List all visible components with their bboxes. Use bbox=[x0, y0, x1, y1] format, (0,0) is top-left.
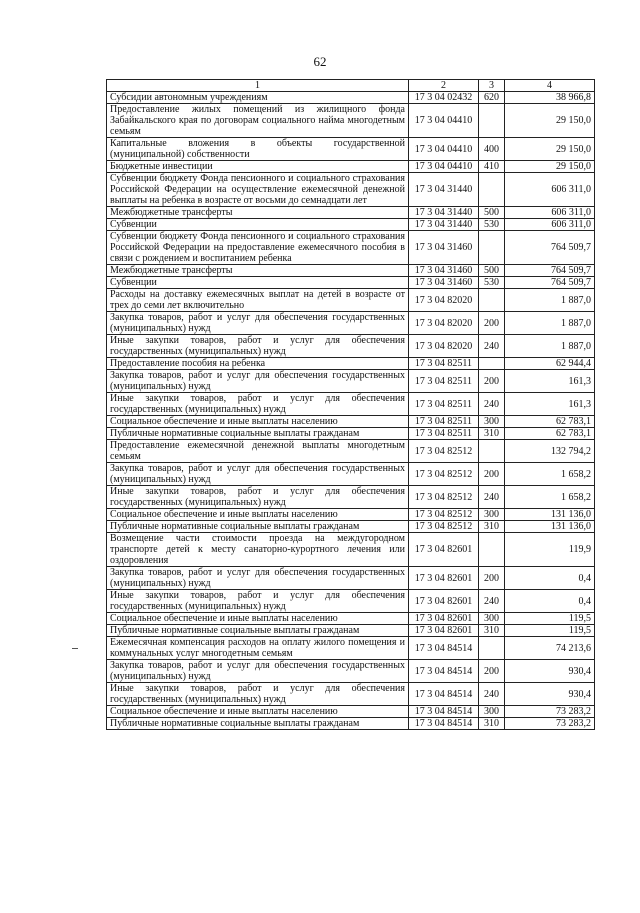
row-sum-cell: 1 887,0 bbox=[505, 312, 595, 335]
row-code-cell: 17 3 04 31460 bbox=[409, 265, 479, 277]
row-code-cell: 17 3 04 82601 bbox=[409, 625, 479, 637]
row-name-cell: Межбюджетные трансферты bbox=[107, 265, 409, 277]
row-name-cell: Закупка товаров, работ и услуг для обеспечения государственных (муниципальных) нужд bbox=[107, 370, 409, 393]
table-row bbox=[107, 277, 595, 289]
table-row bbox=[107, 161, 595, 173]
table-row bbox=[107, 533, 595, 567]
row-name-cell: Иные закупки товаров, работ и услуг для обеспечения государственных (муниципальных) нужд bbox=[107, 335, 409, 358]
row-code-cell: 17 3 04 31460 bbox=[409, 231, 479, 265]
row-code-cell: 17 3 04 31440 bbox=[409, 173, 479, 207]
row-type-cell: 200 bbox=[479, 312, 505, 335]
table-row bbox=[107, 637, 595, 660]
row-code-cell: 17 3 04 02432 bbox=[409, 92, 479, 104]
table-row bbox=[107, 440, 595, 463]
table-header-row bbox=[107, 80, 595, 92]
row-type-cell: 200 bbox=[479, 370, 505, 393]
row-sum-cell: 73 283,2 bbox=[505, 718, 595, 730]
row-code-cell: 17 3 04 84514 bbox=[409, 660, 479, 683]
row-code-cell: 17 3 04 31440 bbox=[409, 207, 479, 219]
row-type-cell: 240 bbox=[479, 393, 505, 416]
row-type-cell: 200 bbox=[479, 567, 505, 590]
row-sum-cell: 38 966,8 bbox=[505, 92, 595, 104]
row-sum-cell: 119,9 bbox=[505, 533, 595, 567]
row-sum-cell: 606 311,0 bbox=[505, 173, 595, 207]
table-row bbox=[107, 416, 595, 428]
row-type-cell bbox=[479, 104, 505, 138]
row-code-cell: 17 3 04 04410 bbox=[409, 138, 479, 161]
row-name-cell: Публичные нормативные социальные выплаты гражданам bbox=[107, 625, 409, 637]
table-body bbox=[107, 92, 595, 730]
row-name-cell: Предоставление ежемесячной денежной выплаты многодетным семьям bbox=[107, 440, 409, 463]
row-sum-cell: 606 311,0 bbox=[505, 219, 595, 231]
column-header-name: 1 bbox=[107, 80, 409, 92]
row-name-cell: Ежемесячная компенсация расходов на оплату жилого помещения и коммунальных услуг многодетным семьям bbox=[107, 637, 409, 660]
table-row bbox=[107, 358, 595, 370]
row-code-cell: 17 3 04 82512 bbox=[409, 440, 479, 463]
row-type-cell: 310 bbox=[479, 428, 505, 440]
table-row bbox=[107, 590, 595, 613]
table-row bbox=[107, 706, 595, 718]
row-type-cell: 500 bbox=[479, 207, 505, 219]
column-header-sum: 4 bbox=[505, 80, 595, 92]
table-row bbox=[107, 104, 595, 138]
row-type-cell: 200 bbox=[479, 660, 505, 683]
row-sum-cell: 62 783,1 bbox=[505, 416, 595, 428]
row-type-cell: 240 bbox=[479, 683, 505, 706]
row-name-cell: Иные закупки товаров, работ и услуг для обеспечения государственных (муниципальных) нужд bbox=[107, 683, 409, 706]
row-code-cell: 17 3 04 82511 bbox=[409, 358, 479, 370]
row-name-cell: Капитальные вложения в объекты государственной (муниципальной) собственности bbox=[107, 138, 409, 161]
table-row bbox=[107, 486, 595, 509]
row-name-cell: Иные закупки товаров, работ и услуг для обеспечения государственных (муниципальных) нужд bbox=[107, 486, 409, 509]
table-row bbox=[107, 173, 595, 207]
row-code-cell: 17 3 04 84514 bbox=[409, 706, 479, 718]
table-row bbox=[107, 428, 595, 440]
row-sum-cell: 29 150,0 bbox=[505, 104, 595, 138]
table-row bbox=[107, 92, 595, 104]
row-type-cell: 310 bbox=[479, 625, 505, 637]
row-name-cell: Публичные нормативные социальные выплаты гражданам bbox=[107, 718, 409, 730]
row-name-cell: Предоставление пособия на ребенка bbox=[107, 358, 409, 370]
row-type-cell bbox=[479, 231, 505, 265]
row-sum-cell: 930,4 bbox=[505, 660, 595, 683]
row-name-cell: Социальное обеспечение и иные выплаты населению bbox=[107, 706, 409, 718]
row-name-cell: Субвенции бюджету Фонда пенсионного и социального страхования Российской Федерации на осуществление ежемесячной денежной выплаты на ребенка в возрасте от восьми до семнадцати лет bbox=[107, 173, 409, 207]
page-number: 62 bbox=[313, 54, 327, 69]
row-code-cell: 17 3 04 82601 bbox=[409, 567, 479, 590]
row-code-cell: 17 3 04 82511 bbox=[409, 370, 479, 393]
row-sum-cell: 131 136,0 bbox=[505, 509, 595, 521]
row-name-cell: Публичные нормативные социальные выплаты гражданам bbox=[107, 428, 409, 440]
row-name-cell: Закупка товаров, работ и услуг для обеспечения государственных (муниципальных) нужд bbox=[107, 567, 409, 590]
row-type-cell: 240 bbox=[479, 590, 505, 613]
row-type-cell: 200 bbox=[479, 463, 505, 486]
row-name-cell: Субвенции bbox=[107, 219, 409, 231]
row-code-cell: 17 3 04 82511 bbox=[409, 393, 479, 416]
row-name-cell: Межбюджетные трансферты bbox=[107, 207, 409, 219]
row-type-cell: 300 bbox=[479, 613, 505, 625]
row-sum-cell: 0,4 bbox=[505, 590, 595, 613]
row-type-cell bbox=[479, 358, 505, 370]
row-name-cell: Закупка товаров, работ и услуг для обеспечения государственных (муниципальных) нужд bbox=[107, 660, 409, 683]
row-name-cell: Социальное обеспечение и иные выплаты населению bbox=[107, 416, 409, 428]
row-name-cell: Расходы на доставку ежемесячных выплат на детей в возрасте от трех до семи лет включительно bbox=[107, 289, 409, 312]
row-type-cell: 310 bbox=[479, 521, 505, 533]
row-name-cell: Социальное обеспечение и иные выплаты населению bbox=[107, 509, 409, 521]
table-row bbox=[107, 231, 595, 265]
row-sum-cell: 74 213,6 bbox=[505, 637, 595, 660]
row-sum-cell: 606 311,0 bbox=[505, 207, 595, 219]
row-type-cell: 400 bbox=[479, 138, 505, 161]
row-type-cell: 410 bbox=[479, 161, 505, 173]
budget-table bbox=[106, 79, 595, 730]
row-sum-cell: 161,3 bbox=[505, 393, 595, 416]
row-type-cell: 300 bbox=[479, 416, 505, 428]
row-type-cell: 310 bbox=[479, 718, 505, 730]
table-row bbox=[107, 660, 595, 683]
table-row bbox=[107, 521, 595, 533]
table-row bbox=[107, 335, 595, 358]
row-code-cell: 17 3 04 04410 bbox=[409, 161, 479, 173]
row-type-cell bbox=[479, 533, 505, 567]
row-name-cell: Бюджетные инвестиции bbox=[107, 161, 409, 173]
row-sum-cell: 62 783,1 bbox=[505, 428, 595, 440]
row-name-cell: Социальное обеспечение и иные выплаты населению bbox=[107, 613, 409, 625]
table-row bbox=[107, 289, 595, 312]
table-row bbox=[107, 393, 595, 416]
row-code-cell: 17 3 04 82601 bbox=[409, 533, 479, 567]
row-name-cell: Иные закупки товаров, работ и услуг для обеспечения государственных (муниципальных) нужд bbox=[107, 590, 409, 613]
row-name-cell: Возмещение части стоимости проезда на междугородном транспорте детей к месту санаторно-курортного лечения или оздоровления bbox=[107, 533, 409, 567]
row-name-cell: Публичные нормативные социальные выплаты гражданам bbox=[107, 521, 409, 533]
row-sum-cell: 1 658,2 bbox=[505, 463, 595, 486]
row-sum-cell: 764 509,7 bbox=[505, 231, 595, 265]
row-code-cell: 17 3 04 82601 bbox=[409, 590, 479, 613]
row-sum-cell: 930,4 bbox=[505, 683, 595, 706]
row-name-cell: Субсидии автономным учреждениям bbox=[107, 92, 409, 104]
row-type-cell: 530 bbox=[479, 277, 505, 289]
row-code-cell: 17 3 04 82020 bbox=[409, 289, 479, 312]
row-code-cell: 17 3 04 82020 bbox=[409, 312, 479, 335]
row-code-cell: 17 3 04 82512 bbox=[409, 509, 479, 521]
table-row bbox=[107, 567, 595, 590]
row-code-cell: 17 3 04 82601 bbox=[409, 613, 479, 625]
row-sum-cell: 132 794,2 bbox=[505, 440, 595, 463]
column-header-code: 2 bbox=[409, 80, 479, 92]
row-type-cell bbox=[479, 289, 505, 312]
row-code-cell: 17 3 04 82512 bbox=[409, 463, 479, 486]
column-header-type: 3 bbox=[479, 80, 505, 92]
row-name-cell: Закупка товаров, работ и услуг для обеспечения государственных (муниципальных) нужд bbox=[107, 312, 409, 335]
row-type-cell: 240 bbox=[479, 486, 505, 509]
row-sum-cell: 62 944,4 bbox=[505, 358, 595, 370]
row-sum-cell: 119,5 bbox=[505, 625, 595, 637]
row-code-cell: 17 3 04 04410 bbox=[409, 104, 479, 138]
table-row bbox=[107, 718, 595, 730]
row-type-cell bbox=[479, 440, 505, 463]
row-code-cell: 17 3 04 82512 bbox=[409, 521, 479, 533]
table-row bbox=[107, 613, 595, 625]
row-type-cell: 300 bbox=[479, 509, 505, 521]
table-row bbox=[107, 138, 595, 161]
table-row bbox=[107, 509, 595, 521]
row-sum-cell: 29 150,0 bbox=[505, 138, 595, 161]
row-code-cell: 17 3 04 84514 bbox=[409, 637, 479, 660]
table-row bbox=[107, 265, 595, 277]
row-code-cell: 17 3 04 82511 bbox=[409, 428, 479, 440]
row-code-cell: 17 3 04 82020 bbox=[409, 335, 479, 358]
row-type-cell: 530 bbox=[479, 219, 505, 231]
row-sum-cell: 1 887,0 bbox=[505, 289, 595, 312]
table-row bbox=[107, 625, 595, 637]
row-type-cell: 240 bbox=[479, 335, 505, 358]
table-row bbox=[107, 312, 595, 335]
row-sum-cell: 73 283,2 bbox=[505, 706, 595, 718]
row-name-cell: Субвенции бюджету Фонда пенсионного и социального страхования Российской Федерации на предоставление ежемесячного пособия в связи с рождением и воспитанием ребенка bbox=[107, 231, 409, 265]
row-sum-cell: 764 509,7 bbox=[505, 265, 595, 277]
row-type-cell bbox=[479, 637, 505, 660]
row-type-cell: 300 bbox=[479, 706, 505, 718]
row-sum-cell: 764 509,7 bbox=[505, 277, 595, 289]
row-name-cell: Иные закупки товаров, работ и услуг для обеспечения государственных (муниципальных) нужд bbox=[107, 393, 409, 416]
row-code-cell: 17 3 04 82512 bbox=[409, 486, 479, 509]
table-row bbox=[107, 683, 595, 706]
row-sum-cell: 1 887,0 bbox=[505, 335, 595, 358]
row-code-cell: 17 3 04 84514 bbox=[409, 718, 479, 730]
row-type-cell: 620 bbox=[479, 92, 505, 104]
row-sum-cell: 131 136,0 bbox=[505, 521, 595, 533]
row-type-cell: 500 bbox=[479, 265, 505, 277]
table-row bbox=[107, 207, 595, 219]
row-sum-cell: 161,3 bbox=[505, 370, 595, 393]
row-name-cell: Предоставление жилых помещений из жилищного фонда Забайкальского края по договорам социального найма многодетным семьям bbox=[107, 104, 409, 138]
row-code-cell: 17 3 04 82511 bbox=[409, 416, 479, 428]
row-sum-cell: 0,4 bbox=[505, 567, 595, 590]
table-row bbox=[107, 219, 595, 231]
row-sum-cell: 1 658,2 bbox=[505, 486, 595, 509]
row-code-cell: 17 3 04 31460 bbox=[409, 277, 479, 289]
row-sum-cell: 119,5 bbox=[505, 613, 595, 625]
table-row bbox=[107, 370, 595, 393]
row-code-cell: 17 3 04 31440 bbox=[409, 219, 479, 231]
row-type-cell bbox=[479, 173, 505, 207]
scan-artifact-mark bbox=[72, 648, 78, 649]
table-row bbox=[107, 463, 595, 486]
row-code-cell: 17 3 04 84514 bbox=[409, 683, 479, 706]
row-name-cell: Субвенции bbox=[107, 277, 409, 289]
row-name-cell: Закупка товаров, работ и услуг для обеспечения государственных (муниципальных) нужд bbox=[107, 463, 409, 486]
row-sum-cell: 29 150,0 bbox=[505, 161, 595, 173]
